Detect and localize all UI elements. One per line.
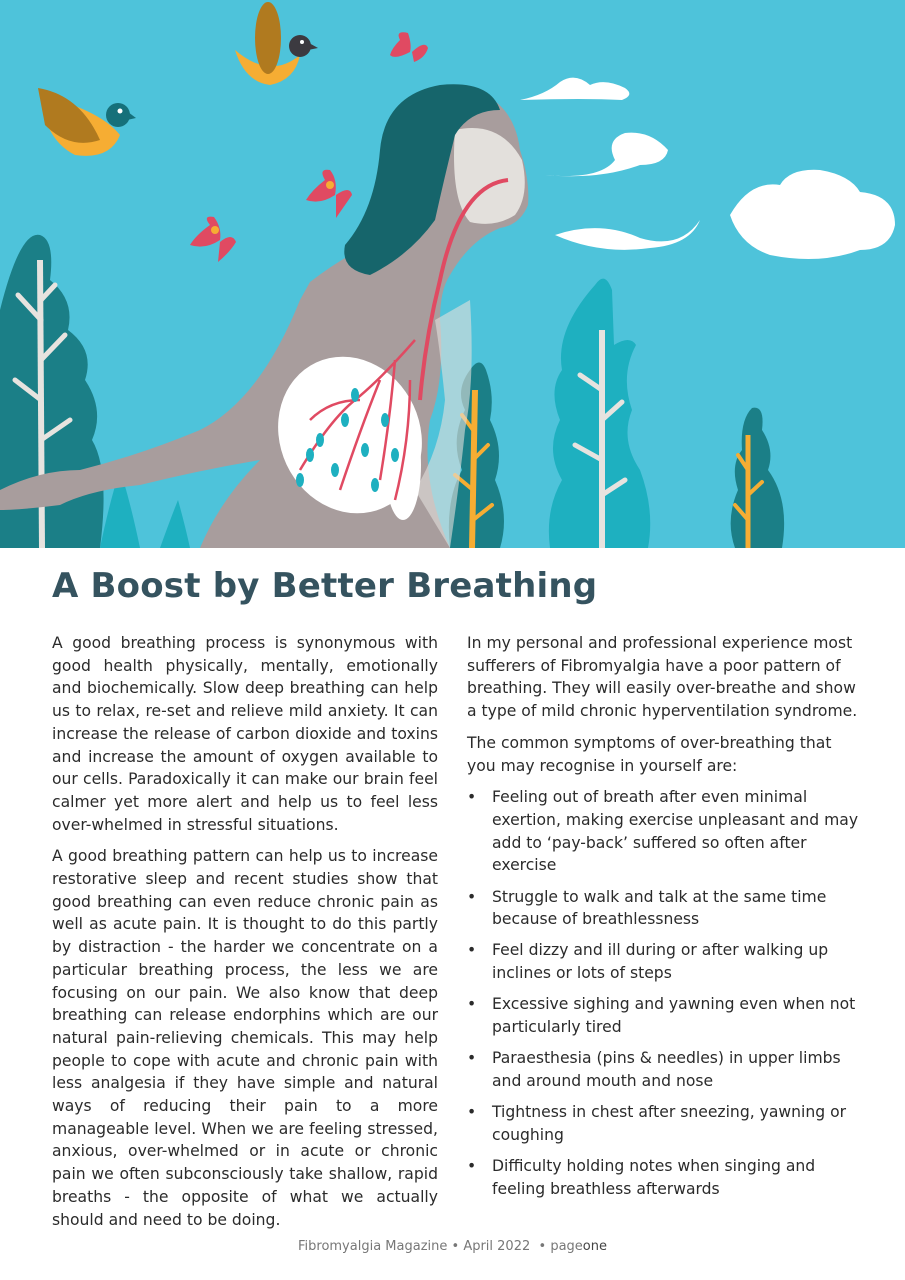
issue-date: April 2022 [463, 1239, 531, 1254]
publication-name: Fibromyalgia Magazine [297, 1239, 448, 1254]
hero-illustration [0, 0, 905, 548]
list-item: • Struggle to walk and talk at the same time because of breathlessness [467, 887, 827, 929]
symptoms-intro: The common symptoms of over-breathing that you may recognise in yourself are: [467, 733, 832, 775]
pain-paragraph: A good breathing pattern can help us to increase restorative sleep and recent studies show that good breathing can even reduce chronic pain as well as acute pain. It is thought to do this partly by distraction - the harder we concentrate on a particular breathing process, the less we are focusing on our pain. We also know that deep breathing can release endorphins which are our natural pain-relieving chemicals. This may help people to cope with acute and chronic pain with less analgesia if they have simple and natural ways of reducing their pain to a more manageable level. When we are feeling stressed, anxious, over-whelmed or in acute or chronic pain we often subconsciously take shallow, rapid breaths - the opposite of what we actually should and need to be doing. [52, 847, 438, 1229]
list-item: • Paraesthesia (pins & needles) in upper limbs and around mouth and nose [467, 1049, 841, 1090]
page-number: one [582, 1239, 607, 1254]
page-footer: Fibromyalgia Magazine • April 2022 • pageone [297, 1239, 607, 1254]
list-item: • Tightness in chest after sneezing, yawning or coughing [467, 1103, 847, 1144]
experience-paragraph: In my personal and professional experience most sufferers of Fibromyalgia have a poor pattern of breathing. They will easily over-breathe and show a type of mild chronic hyperventilation syndrome. [467, 634, 858, 721]
page-label: page [550, 1239, 583, 1254]
left-column [52, 632, 438, 1240]
article-title: A Boost by Better Breathing [52, 566, 598, 606]
symptoms-list [467, 786, 859, 1200]
bullet-icon: • [467, 1049, 477, 1068]
list-item: • Excessive sighing and yawning even when not particularly tired [467, 995, 856, 1037]
breathing-person-illustration [0, 0, 905, 548]
bullet-icon: • [467, 788, 477, 807]
list-item: • Feeling out of breath after even minimal exertion, making exercise unpleasant and may add to ‘pay-back’ suffered so often after exercise [467, 788, 859, 875]
list-item: • Difficulty holding notes when singing and feeling breathless afterwards [467, 1157, 816, 1198]
bullet-icon: • [467, 1103, 477, 1122]
bullet-icon: • [467, 887, 477, 906]
bullet-icon: • [467, 941, 477, 960]
bullet-icon: • [467, 995, 477, 1014]
list-item: • Feel dizzy and ill during or after walking up inclines or lots of steps [467, 941, 829, 983]
bullet-icon: • [467, 1157, 477, 1176]
intro-paragraph: A good breathing process is synonymous with good health physically, mentally, emotionally and biochemically. Slow deep breathing can help us to relax, re-set and relieve mild anxiety. It can increase the release of carbon dioxide and toxins and increase the amount of oxygen available to our cells. Paradoxically it can make our brain feel calmer yet more alert and help us to feel less over-whelmed in stressful situations. [52, 634, 438, 834]
right-column [467, 632, 859, 1209]
